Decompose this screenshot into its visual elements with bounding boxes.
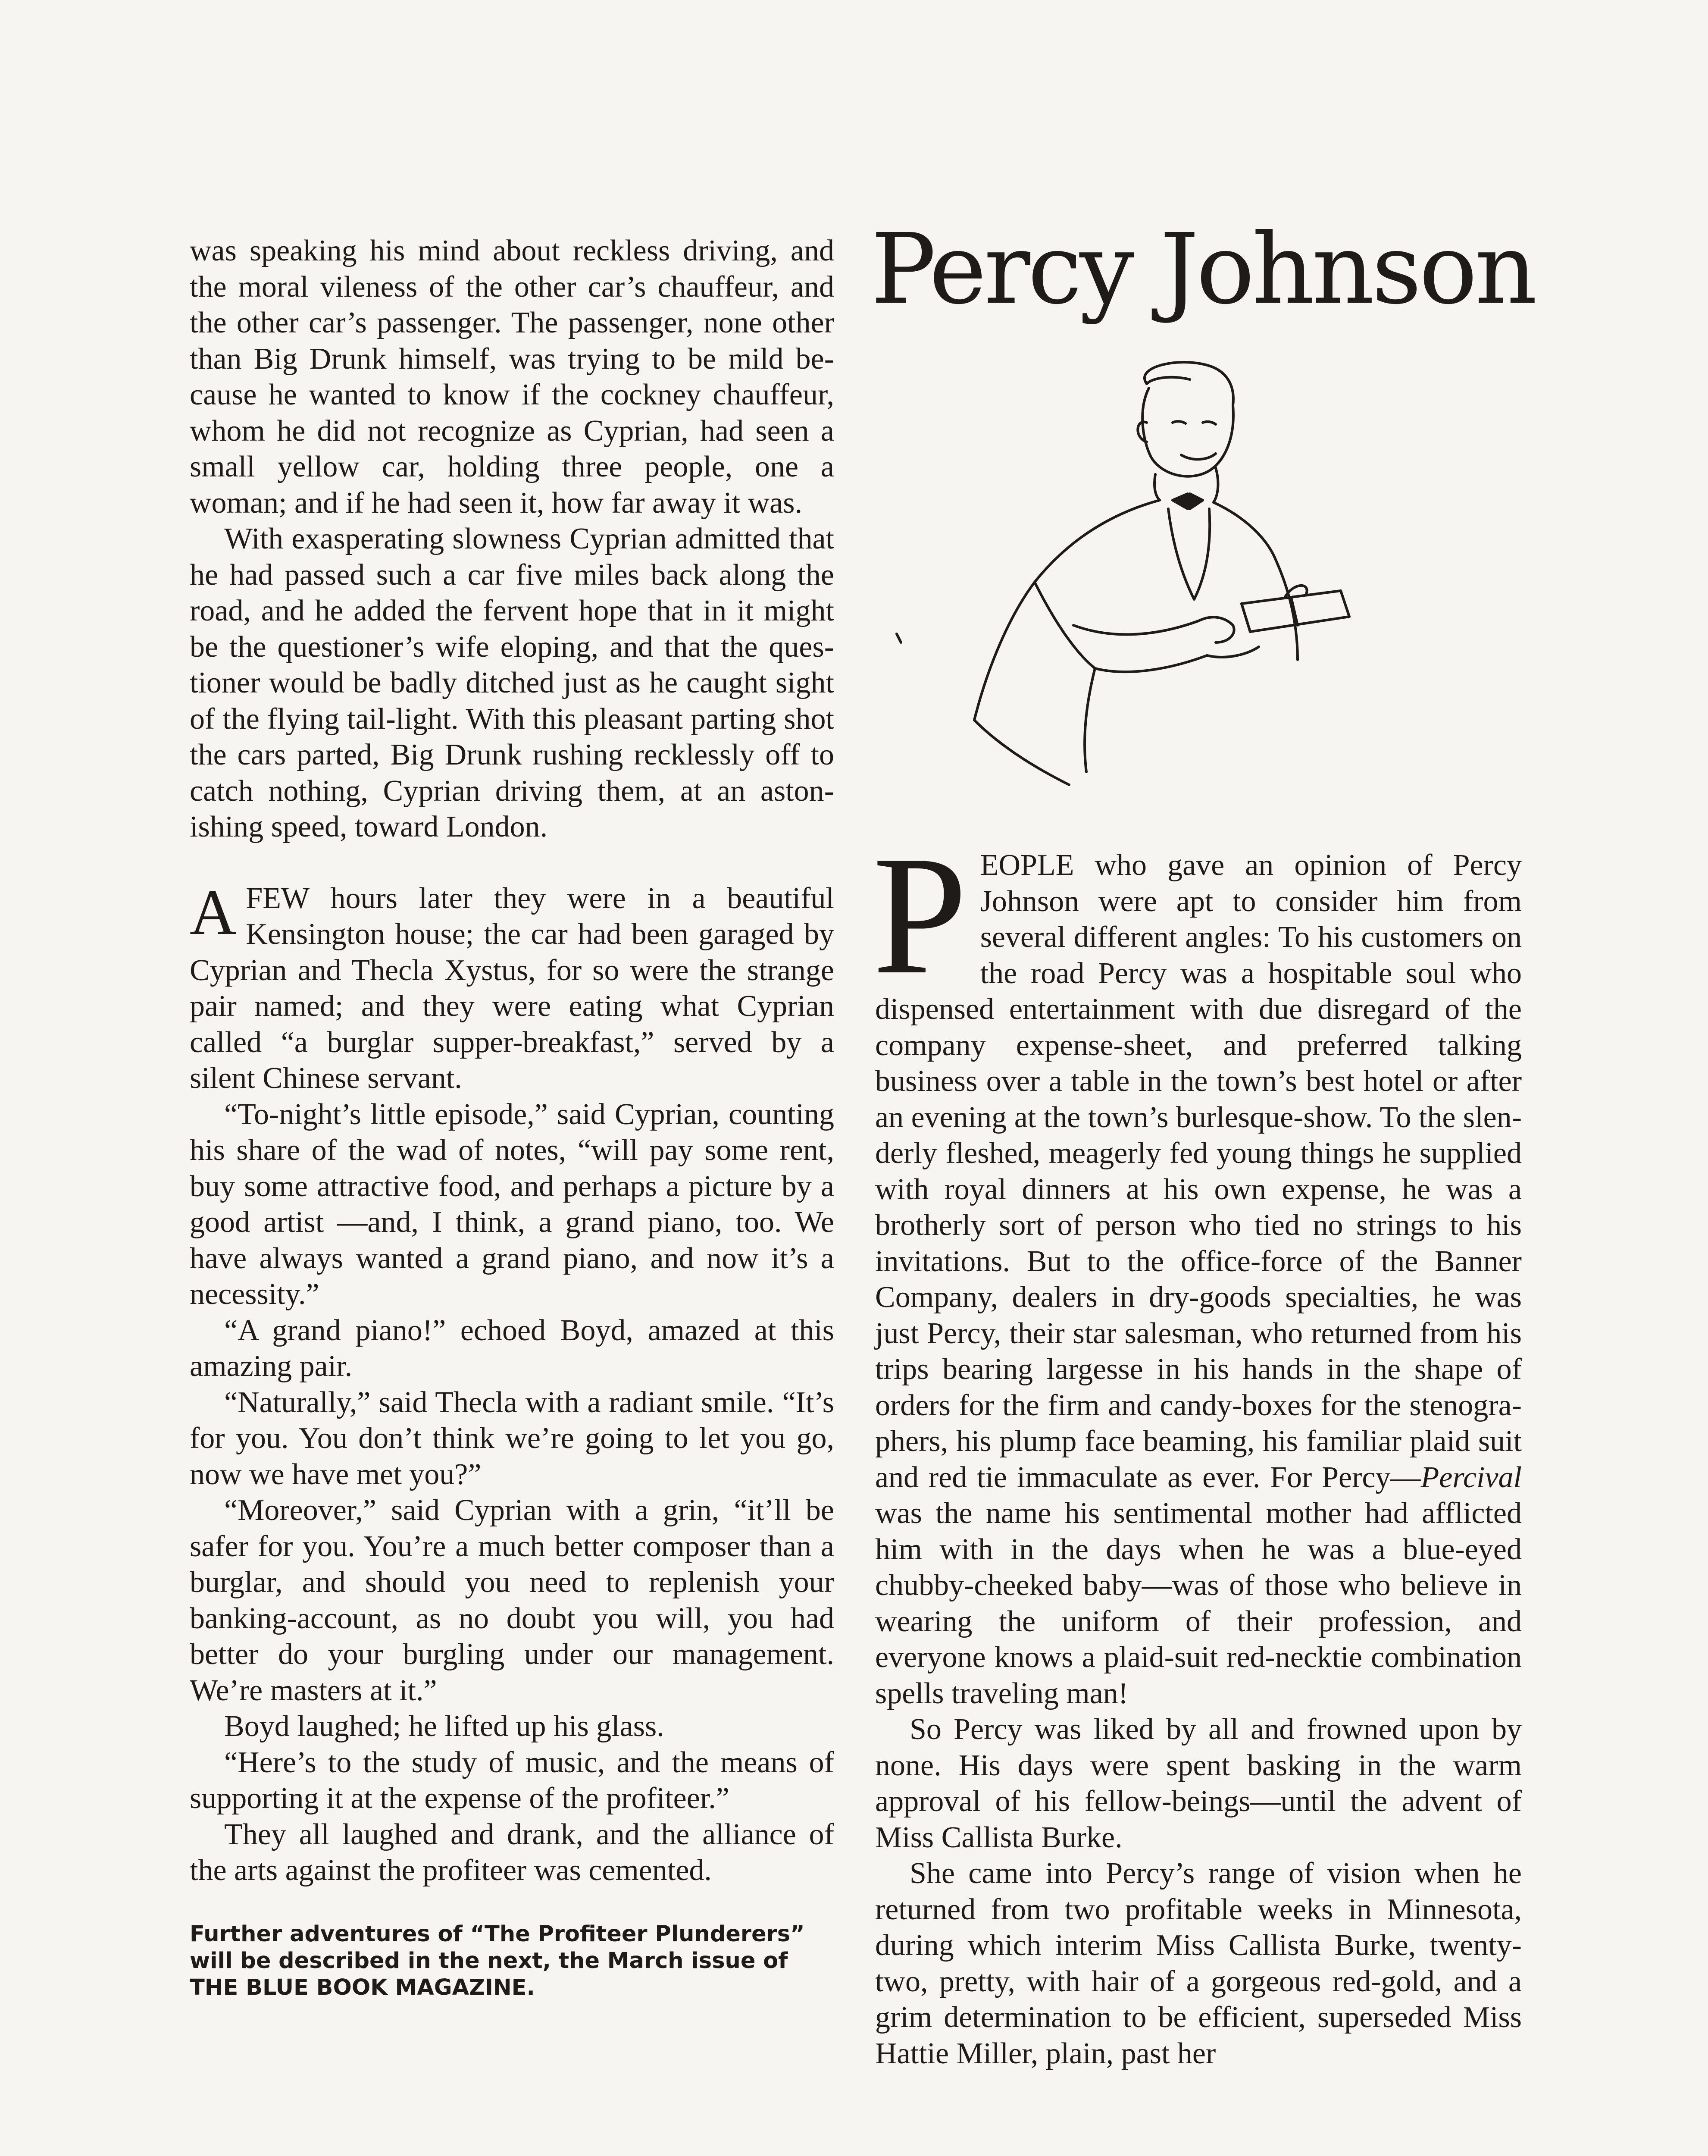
story-title: Percy Johnson: [871, 213, 1535, 326]
right-text-column: [873, 821, 1522, 2071]
waiter-illustration: [871, 358, 1526, 793]
paragraph-with-initial: [190, 876, 834, 1097]
paragraph: “A grand piano!” echoed Boyd, amazed at this amazing pair.: [190, 1313, 834, 1383]
paragraph: “Moreover,” said Cyprian with a grin, “it’ll be safer for you. You’re a much better composer than a burglar, and should you need to replenish your banking-account, as no doubt you will, you had better do your burgling under our management. We’re masters at it.”: [190, 1494, 834, 1707]
drop-cap: A: [190, 876, 237, 948]
italic-name: Percival: [1420, 1460, 1522, 1494]
paragraph: They all laughed and drank, and the alliance of the arts against the profiteer was cemented.: [190, 1818, 834, 1887]
paragraph-text: FEW hours later they were in a beautiful Kensington house; the car had been garaged by Cyprian and Thecla Xystus, for so were the strange pair named; and they were eating what Cyprian called “a burglar supper-breakfast,” served by a silent Chinese servant.: [190, 881, 834, 1095]
paragraph-text: was the name his sentimental mother had afflicted him with in the days when he was a blue-eyed chubby-cheeked baby—was of those who believe in wearing the uniform of their profession, and everyone knows a plaid-suit red-necktie combination spells traveling man!: [875, 1497, 1522, 1710]
paragraph: She came into Percy’s range of vision when he returned from two profitable weeks in Minnesota, during which interim Miss Callista Burke, twenty-two, pretty, with hair of a gorgeous red-gold, and a grim determination to be efficient, superseded Miss Hattie Miller, plain, past her: [875, 1857, 1522, 2070]
paragraph: “Here’s to the study of music, and the means of supporting it at the expense of the profiteer.”: [190, 1745, 834, 1815]
left-text-column: [190, 233, 834, 2001]
paragraph: “Naturally,” said Thecla with a radiant smile. “It’s for you. You don’t think we’re going to let you go, now we have met you?”: [190, 1385, 834, 1491]
drop-cap: P: [873, 821, 967, 1009]
paragraph: Boyd laughed; he lifted up his glass.: [224, 1710, 664, 1743]
paragraph-text: For Percy—: [1270, 1460, 1421, 1494]
paragraph-with-initial: [873, 821, 1522, 1711]
paragraph: was speaking his mind about reckless driving, and the moral vileness of the other car’s chauffeur, and the other car’s passenger. The passenger, none other than Big Drunk himself, was trying to be mild because he wanted to know if the cockney chauffeur, whom he did not recognize as Cyprian, had seen a small yellow car, holding three people, one a woman; and if he had seen it, how far away it was.: [190, 234, 834, 520]
continuation-note: Further adventures of “The Profiteer Plunderers” will be described in the next, the March issue of THE BLUE BOOK MAGAZINE.: [190, 1921, 805, 2000]
paragraph: With exasperating slowness Cyprian admitted that he had passed such a car five miles back along the road, and he added the fervent hope that in it might be the questioner’s wife eloping, and that the questioner would be badly ditched just as he caught sight of the flying tail-light. With this pleasant parting shot the cars parted, Big Drunk rushing recklessly off to catch nothing, Cyprian driving them, at an astonishing speed, toward London.: [190, 522, 834, 843]
paragraph: “To-night’s little episode,” said Cyprian, counting his share of the wad of notes, “will pay some rent, buy some attractive food, and perhaps a picture by a good artist —and, I think, a grand piano, too. We have always wanted a grand piano, and now it’s a necessity.”: [190, 1097, 834, 1311]
paragraph-text: EOPLE who gave an opinion of Percy Johnson were apt to consider him from several different angles: To his customers on the road Percy was a hospitable soul who dispensed entertainment with due disregard of the company expense-sheet, and preferred talking business over a table in the town’s best hotel or after an evening at the town’s burlesque-show. To the slenderly fleshed, meagerly fed young things he supplied with royal dinners at his own expense, he was a brotherly sort of person who tied no strings to his invitations. But to the office-force of the Banner Company, dealers in dry-goods specialties, he was just Percy, their star salesman, who returned from his trips bearing largesse in his hands in the shape of orders for the firm and candy-boxes for the stenographers, his plump face beaming, his familiar plaid suit and red tie immaculate as ever.: [875, 849, 1522, 1494]
paragraph: So Percy was liked by all and frowned upon by none. His days were spent basking in the warm approval of his fellow-beings—until the advent of Miss Callista Burke.: [875, 1713, 1522, 1854]
